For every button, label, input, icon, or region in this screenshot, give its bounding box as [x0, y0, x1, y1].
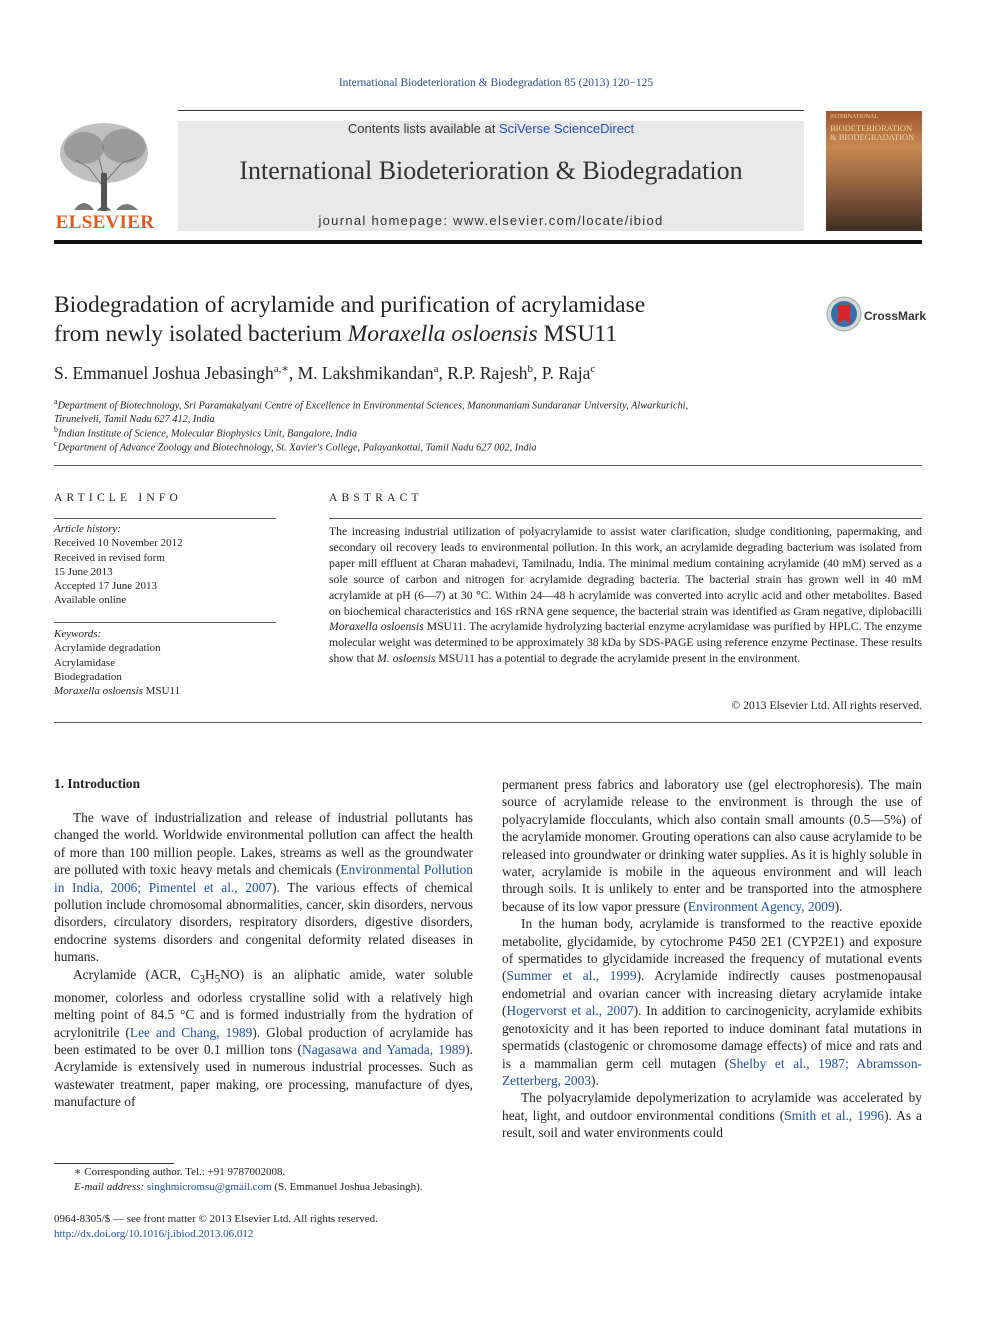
abstract-part-3: MSU11 has a potential to degrade the acrylamide present in the environment. — [435, 652, 801, 666]
citation-link[interactable]: Shelby et al., 1987; Abramsson-Zetterberg, 2003 — [502, 1055, 922, 1088]
email-label: E-mail address: — [74, 1181, 147, 1193]
affiliation-c-marker: c — [54, 439, 58, 448]
history-item: Received 10 November 2012 — [54, 537, 183, 550]
abstract-part-2: MSU11. The acrylamide hydrolyzing bacterial enzyme acrylamidase was purified by HPLC. The enzyme molecular weight was determined to be approximately 38 kDa by SDS-PAGE using reference enzyme Pectinase. These results show that — [329, 620, 922, 666]
affiliation-c — [54, 437, 854, 455]
title-organism: Moraxella osloensis — [347, 321, 538, 347]
contents-prefix: Contents lists available at — [347, 121, 499, 136]
citation-link[interactable]: Nagasawa and Yamada, 1989 — [302, 1041, 466, 1057]
author-4[interactable]: P. Raja — [541, 362, 591, 383]
body-column-left — [54, 809, 473, 1111]
history-item: Received in revised form — [54, 551, 165, 564]
author-4-affil[interactable]: c — [590, 363, 596, 375]
abstract-bottom-divider — [54, 722, 922, 723]
citation-link[interactable]: Environmental Pollution in India, 2006; Pimentel et al., 2007 — [54, 862, 473, 895]
intro-paragraph-1: The wave of industrialization and release of industrial pollutants has changed the world. Worldwide environmental pollution can affect the health of more than 100 million people. Lakes, streams as well as the groundwater are polluted with toxic heavy metals and chemicals (Environmental Pollution in India, 2006; Pimentel et al., 2007). The various effects of chemical pollution include chromosomal abnormalities, cancer, skin disorders, nervous disorders, circulatory disorders, respiratory disorders, digestive disorders, endocrine systems disorders and congenital deformity related diseases in humans. — [54, 810, 473, 965]
footnote-divider — [54, 1163, 174, 1164]
doi-link[interactable]: http://dx.doi.org/10.1016/j.ibiod.2013.06.012 — [54, 1228, 254, 1240]
title-line-2 — [54, 320, 784, 349]
keyword-item: Acrylamide degradation — [54, 642, 161, 655]
author-3[interactable]: R.P. Rajesh — [447, 362, 528, 383]
intro-paragraph-2-cont: permanent press fabrics and laboratory use (gel electrophoresis). The main source of acrylamide release to the environment is through the use of polyacrylamide flocculants, which also contain small amounts (0.5—5%) of the acrylamide monomer. Grouting operations can also cause acrylamide to be released into groundwater or drinking water supplies. As it is highly soluble in water, acrylamide is mobile in the aqueous environment and will leach through soils. It is unlikely to enter and be transported into the atmosphere because of its low vapor pressure (Environment Agency, 2009). — [502, 777, 922, 914]
abstract-text — [329, 524, 922, 667]
keyword-item: Biodegradation — [54, 670, 122, 683]
journal-title: International Biodeterioration & Biodegradation — [239, 156, 743, 185]
keywords-divider — [54, 622, 276, 623]
abstract-organism: Moraxella osloensis — [329, 620, 424, 634]
intro-paragraph-2: Acrylamide (ACR, $C_3H_5NO$) is an aliphatic amide, water soluble monomer, colorless and odorless crystalline solid with a relatively high melting point of 84.5 °C and is formed industrially from the hydration of acrylonitrile (Lee and Chang, 1989). Global production of acrylamide has been estimated to be over 0.1 million tons (Nagasawa and Yamada, 1989). Acrylamide is extensively used in numerous industrial processes. Such as wastewater treatment, paper making, ore processing, manufacture of dyes, manufacture of — [54, 966, 473, 1110]
introduction-heading: 1. Introduction — [54, 776, 141, 791]
abstract-divider — [329, 518, 922, 519]
corresponding-author: ∗ Corresponding author. Tel.: +91 9787002008. — [74, 1166, 286, 1178]
affiliation-c-text: Department of Advance Zoology and Biotechnology, St. Xavier's College, Palayankottai, Tamil Nadu 627 002, India — [57, 442, 537, 454]
citation-link[interactable]: Environment Agency, 2009 — [687, 898, 835, 914]
affiliation-b-marker: b — [54, 425, 58, 434]
affiliation-a-text-2: Tirunelveli, Tamil Nadu 627 412, India — [54, 414, 215, 426]
affiliation-b-text: Indian Institute of Science, Molecular Biophysics Unit, Bangalore, India — [58, 428, 358, 440]
citation-link[interactable]: Lee and Chang, 1989 — [129, 1024, 253, 1040]
abstract-part-1: The increasing industrial utilization of polyacrylamide to assist water clarification, sludge conditioning, papermaking, and secondary oil recovery leads to environmental pollution. In this work, an acrylamide degrading bacterium was isolated from paper mill effluent at Charan mahadevi, Tamilnadu, India. The minimal medium containing acrylamide (40 mM) served as a sole source of carbon and nitrogen for acrylamide degrading bacteria. The bacterial strain has grown well in 40 mM acrylamide at pH (6—7) at 30 °C. Within 24—48 h acrylamide was converted into acrylic acid and other metabolites. Based on biochemical characteristics and 16S rRNA gene sequence, the bacterial strain was identified as Gram negative, diplobacilli — [329, 525, 922, 618]
keywords — [54, 627, 276, 698]
keyword-strain: MSU11 — [142, 685, 181, 698]
intro-paragraph-4: The polyacrylamide depolymerization to acrylamide was accelerated by heat, light, and outdoor environmental conditions (Smith et al., 1996). As a result, soil and water environments could — [502, 1090, 922, 1141]
title-line-2-post: MSU11 — [537, 321, 618, 347]
body-column-right — [502, 776, 922, 1142]
history-item: Available online — [54, 594, 127, 607]
author-2-affil[interactable]: a — [433, 363, 439, 375]
contents-line — [178, 121, 804, 136]
article-history — [54, 522, 276, 608]
history-item: Accepted 17 June 2013 — [54, 580, 157, 593]
title-line-2-pre: from newly isolated bacterium — [54, 321, 348, 347]
header-thick-rule — [54, 240, 922, 244]
journal-homepage[interactable]: journal homepage: www.elsevier.com/locate/ibiod — [318, 213, 664, 228]
email-link[interactable]: singhmicromsu@gmail.com — [146, 1181, 272, 1193]
author-sep: , — [288, 362, 298, 383]
article-info-divider — [54, 518, 276, 519]
email-line — [54, 1180, 473, 1195]
intro-paragraph-3: In the human body, acrylamide is transformed to the reactive epoxide metabolite, glycidamide, by cytochrome P450 2E1 (CYP2E1) and exposure of spermatides to glycidamide increased the frequency of mutational events (Summer et al., 1999). Acrylamide indirectly causes postmenopausal endometrial and ovarian cancer with increasing dietary acrylamide intake (Hogervorst et al., 2007). In addition to carcinogenicity, acrylamide exhibits genotoxicity and it has been reported to induce dominant fatal mutations in spermatids (clastogenic or chromosome damage effects) of mice and rats and is a mammalian germ cell mutagen (Shelby et al., 1987; Abramsson-Zetterberg, 2003). — [502, 916, 922, 1088]
footnote — [54, 1165, 473, 1195]
issn-text: 0964-8305/$ — see front matter © 2013 Elsevier Ltd. All rights reserved. — [54, 1213, 378, 1225]
author-3-affil[interactable]: b — [527, 363, 534, 375]
author-sep: , — [438, 362, 448, 383]
author-list — [54, 362, 922, 384]
crossmark-icon[interactable] — [826, 296, 862, 332]
article-title — [54, 291, 784, 349]
crossmark-label[interactable]: CrossMark — [864, 309, 927, 323]
abstract-heading: ABSTRACT — [329, 492, 423, 504]
issn-line — [54, 1212, 504, 1242]
journal-reference[interactable]: International Biodeterioration & Biodegradation 85 (2013) 120−125 — [338, 77, 654, 89]
elsevier-wordmark: ELSEVIER — [55, 212, 155, 233]
author-1[interactable]: S. Emmanuel Joshua Jebasingh — [54, 362, 274, 383]
citation-link[interactable]: Hogervorst et al., 2007 — [506, 1003, 634, 1019]
keyword-item: Acrylamidase — [54, 656, 116, 669]
author-2[interactable]: M. Lakshmikandan — [297, 362, 434, 383]
cover-title: BIODETERIORATION & BIODEGRADATION — [830, 123, 915, 142]
keyword-item — [54, 684, 276, 698]
title-line-1: Biodegradation of acrylamide and purification of acrylamidase — [54, 292, 646, 318]
affiliation-a-marker: a — [54, 397, 58, 406]
cover-pre-title: INTERNATIONAL — [830, 114, 878, 120]
author-1-affil[interactable]: a,∗ — [273, 363, 289, 375]
header-top-rule — [178, 110, 804, 111]
abstract-copyright: © 2013 Elsevier Ltd. All rights reserved. — [731, 699, 922, 712]
history-item: 15 June 2013 — [54, 565, 113, 578]
email-owner: (S. Emmanuel Joshua Jebasingh). — [271, 1181, 423, 1193]
affiliation-a-text: Department of Biotechnology, Sri Paramakalyani Centre of Excellence in Environmental Sciences, Manonmaniam Sundaranar University, Alwarkurichi, — [57, 400, 689, 412]
author-sep: , — [533, 362, 542, 383]
article-info-heading: ARTICLE INFO — [54, 492, 182, 504]
keyword-organism: Moraxella osloensis — [54, 685, 143, 698]
sciencedirect-link[interactable]: SciVerse ScienceDirect — [498, 121, 635, 136]
citation-link[interactable]: Summer et al., 1999 — [506, 968, 637, 984]
affiliation-divider — [54, 465, 922, 466]
history-label: Article history: — [54, 523, 121, 535]
citation-link[interactable]: Smith et al., 1996 — [784, 1107, 885, 1123]
abstract-organism-short: M. osloensis — [377, 652, 436, 666]
keywords-label: Keywords: — [54, 628, 102, 640]
